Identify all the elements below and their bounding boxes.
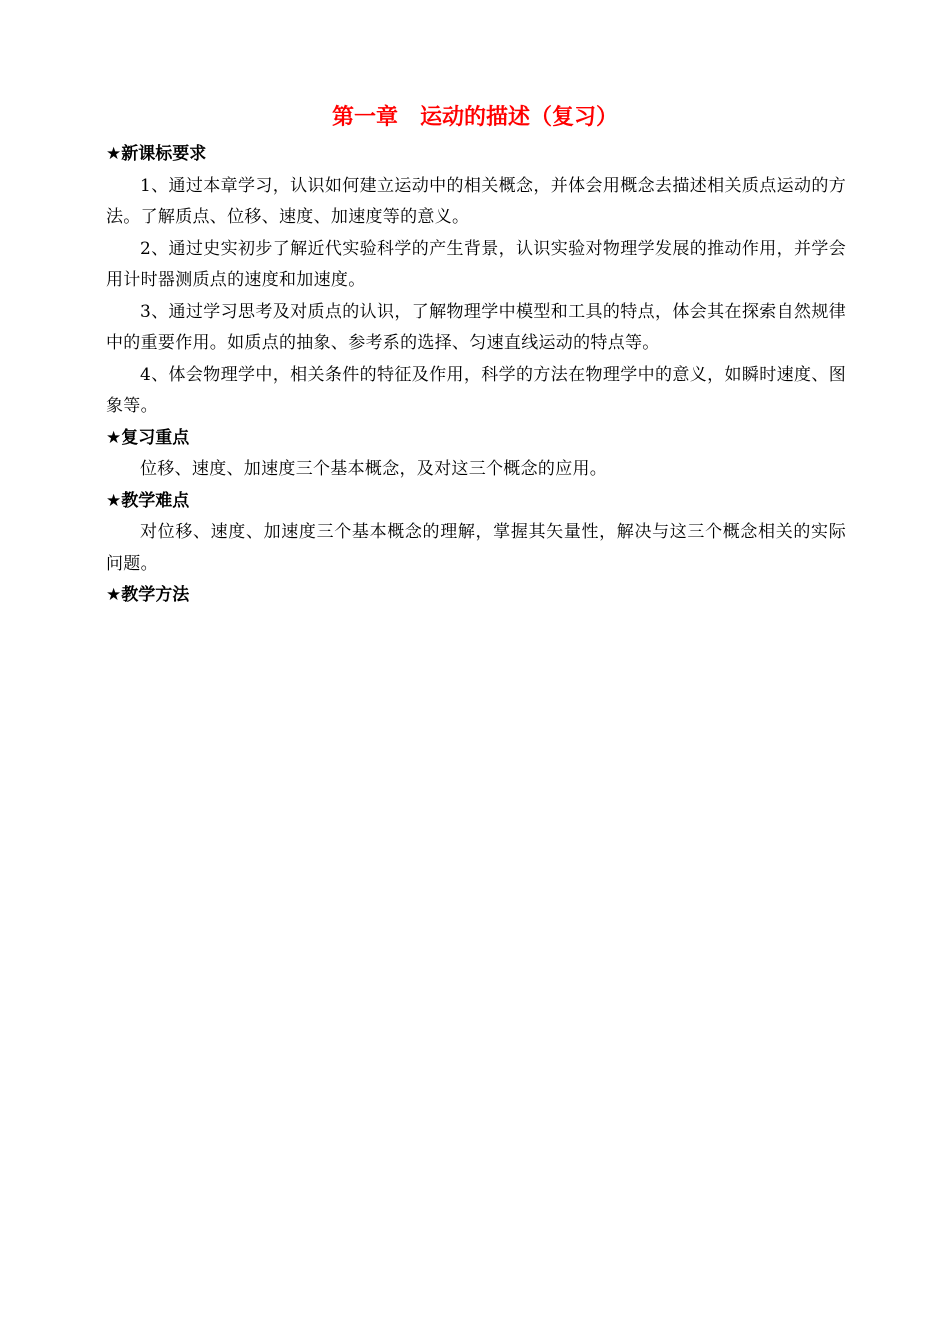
section-review-focus <box>106 423 846 486</box>
paragraph: 位移、速度、加速度三个基本概念，及对这三个概念的应用。 <box>140 459 608 479</box>
paragraph: 3、通过学习思考及对质点的认识，了解物理学中模型和工具的特点，体会其在探索自然规律中的重要作用。如质点的抽象、参考系的选择、匀速直线运动的特点等。 <box>106 301 846 353</box>
section-heading: ★教学方法 <box>106 585 190 605</box>
section-teaching-methods <box>106 580 846 612</box>
section-heading: ★新课标要求 <box>106 144 207 164</box>
section-curriculum-requirements <box>106 139 846 423</box>
document-title: 第一章 运动的描述（复习） <box>331 105 618 130</box>
section-heading: ★复习重点 <box>106 427 190 448</box>
paragraph: 2、通过史实初步了解近代实验科学的产生背景，认识实验对物理学发展的推动作用，并学会用计时器测质点的速度和加速度。 <box>106 238 846 290</box>
paragraph: 1、通过本章学习，认识如何建立运动中的相关概念，并体会用概念去描述相关质点运动的方法。了解质点、位移、速度、加速度等的意义。 <box>106 175 846 227</box>
section-heading: ★教学难点 <box>106 490 190 511</box>
paragraph: 对位移、速度、加速度三个基本概念的理解，掌握其矢量性，解决与这三个概念相关的实际问题。 <box>106 522 846 574</box>
paragraph: 4、体会物理学中，相关条件的特征及作用，科学的方法在物理学中的意义，如瞬时速度、图象等。 <box>106 364 846 416</box>
document-body <box>106 139 846 612</box>
section-teaching-difficulties <box>106 486 846 581</box>
